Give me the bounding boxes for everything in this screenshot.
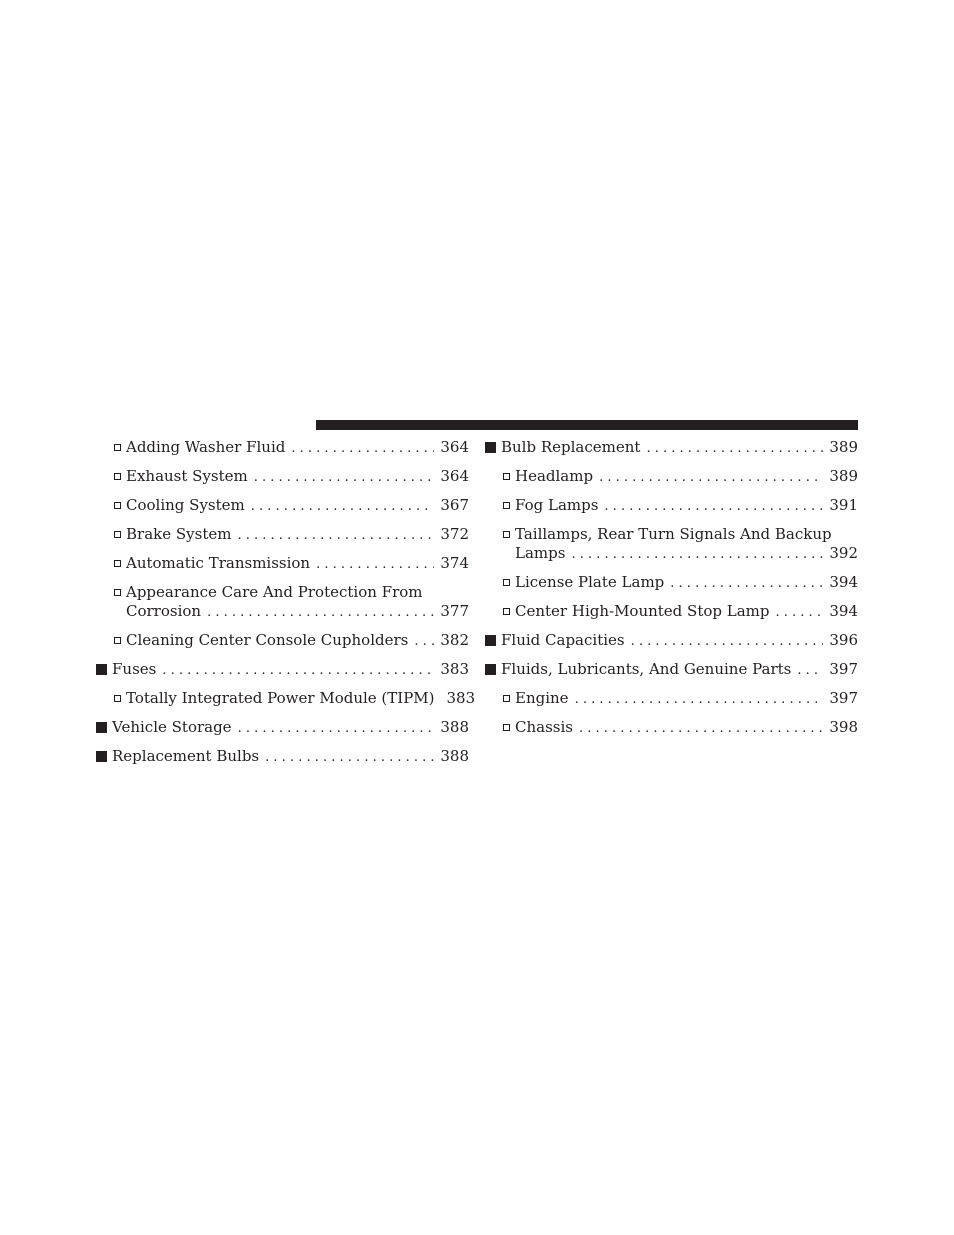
toc-entry-page-number: 374 xyxy=(440,554,469,572)
filled-square-bullet-icon xyxy=(96,664,107,675)
hollow-square-bullet-icon xyxy=(114,695,121,702)
toc-entry-page-number: 391 xyxy=(829,496,858,514)
dot-leader xyxy=(237,526,434,545)
toc-entry-label: Brake System xyxy=(126,525,232,543)
toc-entry-label: Fuses xyxy=(112,660,157,678)
toc-entry-label-line1: Appearance Care And Protection From xyxy=(126,583,423,601)
toc-entry-page-number: 392 xyxy=(829,544,858,562)
toc-entry[interactable] xyxy=(484,525,858,564)
toc-entry-label: Replacement Bulbs xyxy=(112,747,260,765)
toc-entry-label: Vehicle Storage xyxy=(112,718,232,736)
hollow-square-bullet-icon xyxy=(114,637,121,644)
toc-entry-label: Bulb Replacement xyxy=(501,438,641,456)
toc-entry-label-line1: Taillamps, Rear Turn Signals And Backup xyxy=(515,525,832,543)
hollow-square-bullet-icon xyxy=(503,695,510,702)
dot-leader xyxy=(207,603,434,622)
toc-entry[interactable] xyxy=(95,631,469,651)
toc-entry-page-number: 397 xyxy=(829,660,858,678)
toc-entry[interactable] xyxy=(484,660,858,680)
toc-entry-page-number: 389 xyxy=(829,438,858,456)
filled-square-bullet-icon xyxy=(485,635,496,646)
toc-entry-page-number: 394 xyxy=(829,573,858,591)
toc-entry-page-number: 372 xyxy=(440,525,469,543)
toc-entry-label: Fog Lamps xyxy=(515,496,599,514)
toc-entry-label: Engine xyxy=(515,689,569,707)
dot-leader xyxy=(776,603,824,622)
filled-square-bullet-icon xyxy=(485,442,496,453)
dot-leader xyxy=(251,497,435,516)
toc-entry[interactable] xyxy=(95,438,469,458)
dot-leader xyxy=(238,719,435,738)
dot-leader xyxy=(575,690,824,709)
toc-entry-label: Headlamp xyxy=(515,467,594,485)
toc-entry-page-number: 396 xyxy=(829,631,858,649)
toc-entry[interactable] xyxy=(484,602,858,622)
dot-leader xyxy=(797,661,823,680)
toc-entry-page-number: 398 xyxy=(829,718,858,736)
dot-leader xyxy=(291,439,434,458)
hollow-square-bullet-icon xyxy=(503,473,510,480)
hollow-square-bullet-icon xyxy=(503,608,510,615)
toc-entry[interactable] xyxy=(95,583,469,622)
hollow-square-bullet-icon xyxy=(503,502,510,509)
dot-leader xyxy=(579,719,823,738)
toc-entry[interactable] xyxy=(95,467,469,487)
toc-entry[interactable] xyxy=(484,631,858,651)
toc-right-column xyxy=(484,438,858,747)
toc-entry[interactable] xyxy=(484,573,858,593)
toc-entry[interactable] xyxy=(95,689,476,709)
hollow-square-bullet-icon xyxy=(503,531,510,538)
dot-leader xyxy=(599,468,823,487)
toc-entry-page-number: 383 xyxy=(440,660,469,678)
toc-entry-label: Fluid Capacities xyxy=(501,631,625,649)
toc-entry[interactable] xyxy=(484,467,858,487)
toc-entry-page-number: 397 xyxy=(829,689,858,707)
toc-entry-label: Chassis xyxy=(515,718,573,736)
section-header-bar xyxy=(316,420,858,430)
filled-square-bullet-icon xyxy=(96,751,107,762)
toc-entry[interactable] xyxy=(95,747,469,767)
toc-entry-label: Cooling System xyxy=(126,496,245,514)
toc-entry[interactable] xyxy=(95,660,469,680)
hollow-square-bullet-icon xyxy=(503,579,510,586)
hollow-square-bullet-icon xyxy=(114,473,121,480)
toc-entry[interactable] xyxy=(484,438,858,458)
toc-entry[interactable] xyxy=(484,689,858,709)
dot-leader xyxy=(162,661,434,680)
toc-entry-label: Corrosion xyxy=(126,602,202,620)
toc-entry-label: Cleaning Center Console Cupholders xyxy=(126,631,409,649)
toc-entry-page-number: 388 xyxy=(440,747,469,765)
toc-entry-page-number: 377 xyxy=(440,602,469,620)
toc-entry-page-number: 364 xyxy=(440,438,469,456)
dot-leader xyxy=(265,748,434,767)
toc-entry-page-number: 364 xyxy=(440,467,469,485)
hollow-square-bullet-icon xyxy=(114,531,121,538)
toc-entry-label: Adding Washer Fluid xyxy=(126,438,286,456)
hollow-square-bullet-icon xyxy=(114,502,121,509)
toc-entry-page-number: 394 xyxy=(829,602,858,620)
dot-leader xyxy=(670,574,823,593)
dot-leader xyxy=(414,632,434,651)
toc-entry-label: Exhaust System xyxy=(126,467,248,485)
toc-entry-label: Totally Integrated Power Module (TIPM) xyxy=(126,689,435,707)
toc-left-column xyxy=(95,438,476,776)
hollow-square-bullet-icon xyxy=(114,560,121,567)
hollow-square-bullet-icon xyxy=(503,724,510,731)
toc-entry-label: License Plate Lamp xyxy=(515,573,665,591)
hollow-square-bullet-icon xyxy=(114,444,121,451)
toc-entry-page-number: 389 xyxy=(829,467,858,485)
dot-leader xyxy=(316,555,434,574)
dot-leader xyxy=(631,632,824,651)
toc-entry-label: Fluids, Lubricants, And Genuine Parts xyxy=(501,660,792,678)
toc-entry-label: Lamps xyxy=(515,544,566,562)
toc-entry[interactable] xyxy=(95,496,469,516)
toc-entry-page-number: 382 xyxy=(440,631,469,649)
toc-entry-page-number: 367 xyxy=(440,496,469,514)
dot-leader xyxy=(646,439,823,458)
toc-entry[interactable] xyxy=(95,554,469,574)
dot-leader xyxy=(571,545,823,564)
toc-entry-page-number: 383 xyxy=(446,689,476,707)
toc-entry-label: Automatic Transmission xyxy=(126,554,311,572)
dot-leader xyxy=(254,468,435,487)
filled-square-bullet-icon xyxy=(485,664,496,675)
toc-entry-label: Center High-Mounted Stop Lamp xyxy=(515,602,770,620)
hollow-square-bullet-icon xyxy=(114,589,121,596)
filled-square-bullet-icon xyxy=(96,722,107,733)
dot-leader xyxy=(604,497,823,516)
toc-entry[interactable] xyxy=(95,718,469,738)
toc-entry[interactable] xyxy=(484,718,858,738)
toc-entry-page-number: 388 xyxy=(440,718,469,736)
toc-entry[interactable] xyxy=(484,496,858,516)
toc-entry[interactable] xyxy=(95,525,469,545)
